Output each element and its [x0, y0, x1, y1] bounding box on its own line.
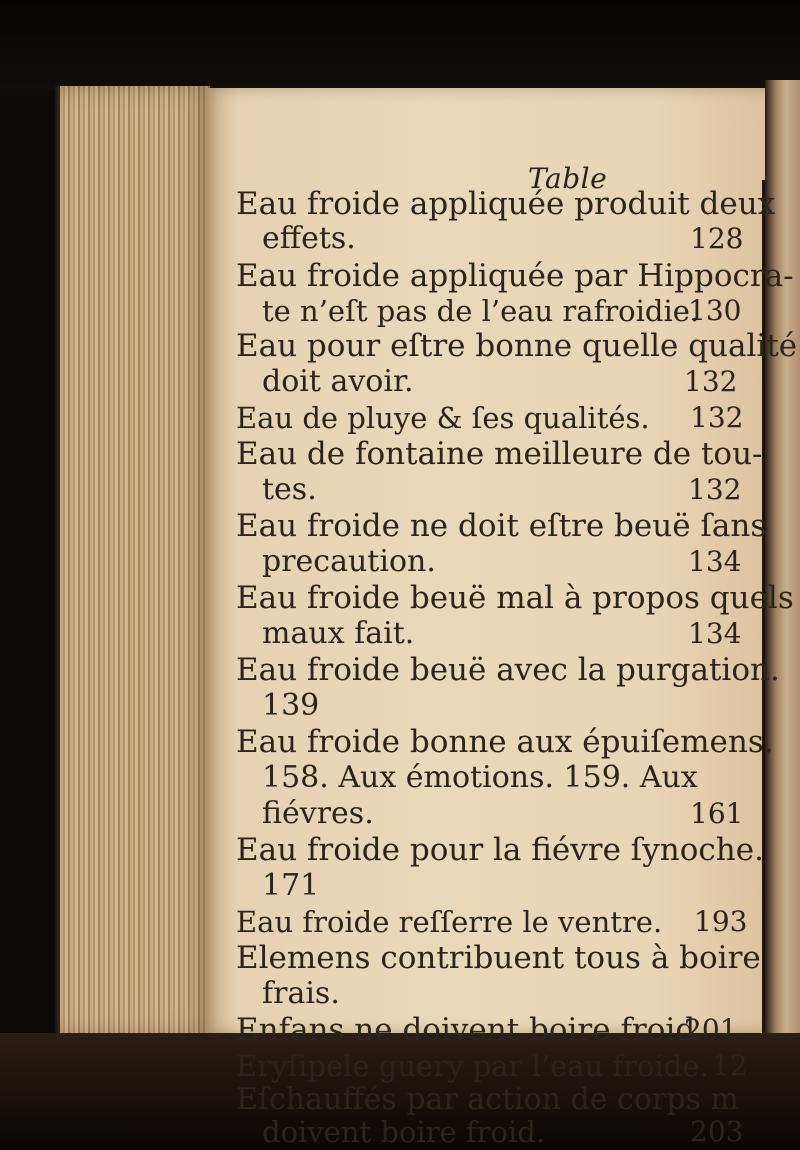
page-stack [60, 86, 210, 1036]
page-number: 201 [684, 1013, 738, 1046]
entry-text: Eau froide appliquée par Hippocra- [236, 258, 794, 294]
entry-text: Eau froide ne doit eſtre beuë ſans [236, 508, 767, 544]
entry-text: Enfans ne doivent boire froid [236, 1012, 696, 1048]
page-number: 161 [690, 797, 744, 830]
entry-continuation: 171 [262, 868, 320, 903]
entry-text: Eau de fontaine meilleure de tou- [236, 436, 763, 472]
page-number: 132 [690, 401, 744, 434]
page-number: 203 [690, 1115, 744, 1148]
entry-text: Eau froide bonne aux épuiſemens. [236, 724, 774, 760]
entry-continuation: frais. [262, 976, 340, 1011]
entry-continuation: effets. [262, 221, 356, 256]
entry-text: Eryſipele guery par l’eau froide. [236, 1049, 709, 1083]
page-number: 193 [694, 905, 748, 938]
entry-continuation: doivent boire froid. [262, 1115, 546, 1149]
page-number: 134 [688, 617, 742, 650]
entry-text: Eſchauffés par action de corps m [236, 1082, 739, 1117]
entry-continuation: 158. Aux émotions. 159. Aux [262, 760, 698, 795]
entry-text: Eau pour eſtre bonne quelle qualité [236, 328, 798, 364]
page-number: 12 [712, 1049, 748, 1082]
page-number: 132 [684, 365, 738, 398]
page-number: 132 [688, 473, 742, 506]
entry-text: fiévres. [262, 796, 374, 831]
background-shadow [0, 0, 800, 90]
entry-text: Eau de pluye & ſes qualités. [236, 401, 650, 435]
entry-text: Eau froide pour la fiévre ſynoche. [236, 832, 764, 868]
page-number: 134 [688, 545, 742, 578]
running-header: Table [528, 162, 608, 195]
entry-text: Elemens contribuent tous à boire [236, 940, 761, 976]
entry-continuation: maux fait. [262, 616, 415, 651]
entry-text: Eau froide beuë avec la purgation. [236, 652, 780, 688]
entry-continuation: doit avoir. [262, 364, 414, 399]
entry-continuation: te n’eſt pas de l’eau rafroidie. [262, 294, 700, 328]
entry-text: Eau froide beuë mal à propos quels [236, 580, 794, 616]
entry-text: Eau froide appliquée produit deux [236, 186, 776, 222]
entry-continuation: 139 [262, 688, 320, 723]
entry-continuation: tes. [262, 472, 317, 507]
entry-text: Eau froide reſſerre le ventre. [236, 905, 663, 939]
page-number: 128 [690, 222, 744, 255]
page-number: 130 [688, 294, 742, 327]
entry-continuation: precaution. [262, 544, 436, 579]
